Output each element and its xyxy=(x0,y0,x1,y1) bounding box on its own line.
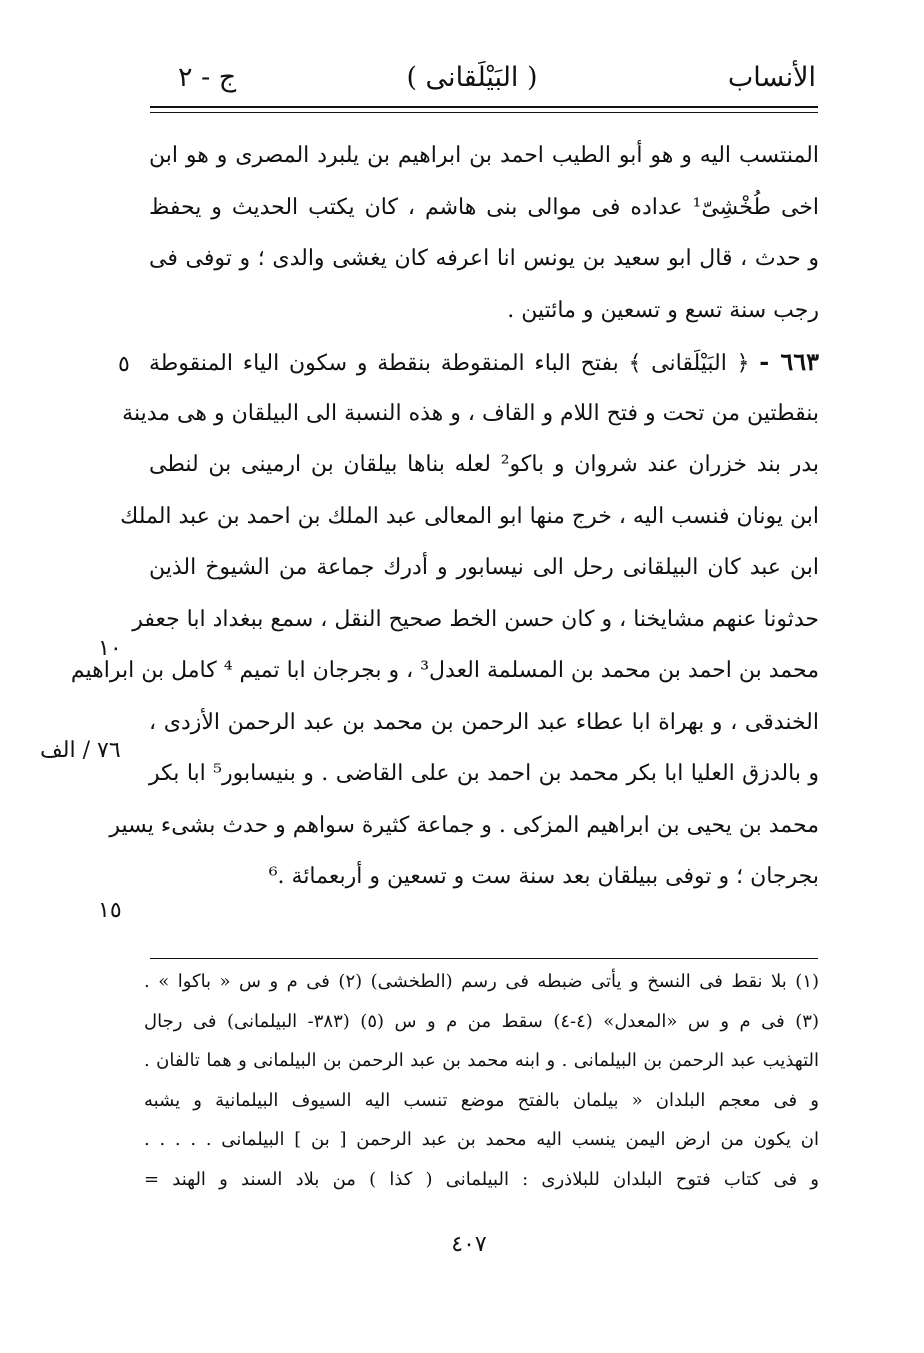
text-line: الخندقى ، و بهراة ابا عطاء عبد الرحمن بن محمد بن عبد الرحمن الأزدى ، xyxy=(149,709,819,735)
text-line: ابن يونان فنسب اليه ، خرج منها ابو المعالى عبد الملك بن احمد بن عبد الملك xyxy=(120,503,819,529)
page-number: ٤٠٧ xyxy=(451,1232,487,1257)
entry-heading-line xyxy=(149,336,819,388)
text-line: بدر بند خزران عند شروان و باكو² لعله بناها بيلقان بن ارمينى بن لنطى xyxy=(149,452,820,477)
text-line: المنتسب اليه و هو أبو الطيب احمد بن ابراهيم بن يلبرد المصرى و هو ابن xyxy=(149,143,819,168)
margin-line-number-15: ١٥ xyxy=(98,898,122,923)
header-entry-title: ( البَيْلَقانى ) xyxy=(406,62,538,93)
volume-label: ج - ٢ xyxy=(178,62,237,93)
entry-number: ٦٦٣ - xyxy=(759,347,819,376)
margin-line-number-5: ٥ xyxy=(118,352,130,377)
running-title: الأنساب xyxy=(727,62,816,93)
text-line: و بالدزق العليا ابا بكر محمد بن احمد بن على القاضى . و بنيسابور⁵ ابا بكر xyxy=(149,761,819,786)
margin-folio-marker: ٧٦ / الف xyxy=(40,738,121,763)
footnote-line: و فى كتاب فتوح البلدان للبلاذرى : البيلمانى ( كذا ) من بلاد السند و الهند = xyxy=(144,1168,819,1190)
text-line: و حدث ، قال ابو سعيد بن يونس انا اعرفه كان يغشى والدى ؛ و توفى فى xyxy=(149,246,819,271)
footnote-rule xyxy=(150,958,818,959)
footnote-line: (١) بلا نقط فى النسخ و يأتى ضبطه فى رسم (الطخشى) (٢) فى م و س « باكوا » . xyxy=(144,971,820,992)
entry-heading-text: ﴿ البَيْلَقانى ﴾ بفتح الباء المنقوطة بنقطة و سكون الياء المنقوطة xyxy=(149,351,750,376)
text-line: اخى طُخْشِىّ¹ عداده فى موالى بنى هاشم ، كان يكتب الحديث و يحفظ xyxy=(149,194,819,220)
footnote-line: التهذيب عبد الرحمن بن البيلمانى . و ابنه محمد بن عبد الرحمن بن البيلمانى و هما تالفان . xyxy=(144,1050,819,1071)
text-line: محمد بن يحيى بن ابراهيم المزكى . و جماعة كثيرة سواهم و حدث بشىء يسير xyxy=(109,812,819,838)
text-line: محمد بن احمد بن محمد بن المسلمة العدل³ ، و بجرجان ابا تميم ⁴ كامل بن ابراهيم xyxy=(70,658,819,683)
footnote-line: (٣) فى م و س «المعدل» (٤-٤) سقط من م و س (٥) (٣٨٣- البيلمانى) فى رجال xyxy=(144,1010,819,1032)
text-line: بجرجان ؛ و توفى ببيلقان بعد سنة ست و تسعين و أربعمائة .⁶ xyxy=(268,864,819,889)
text-line: رجب سنة تسع و تسعين و مائتين . xyxy=(507,297,819,323)
footnotes xyxy=(144,962,819,1199)
text-line: بنقطتين من تحت و فتح اللام و القاف ، و هذه النسبة الى البيلقان و هى مدينة xyxy=(122,400,819,426)
header-rule-thick xyxy=(150,106,818,108)
text-line: حدثونا عنهم مشايخنا ، و كان حسن الخط صحيح النقل ، سمع ببغداد ابا جعفر xyxy=(132,606,819,632)
text-line: ابن عبد كان البيلقانى رحل الى نيسابور و أدرك جماعة من الشيوخ الذين xyxy=(149,555,819,580)
footnote-line: ان يكون من ارض اليمن ينسب اليه محمد بن عبد الرحمن [ بن ] البيلمانى . . . . . xyxy=(144,1129,820,1150)
margin-line-number-10: ١٠ xyxy=(98,636,122,661)
footnote-line: و فى معجم البلدان « بيلمان بالفتح موضع تنسب اليه السيوف البيلمانية و يشبه xyxy=(144,1089,819,1111)
header-rule-thin xyxy=(150,112,818,113)
